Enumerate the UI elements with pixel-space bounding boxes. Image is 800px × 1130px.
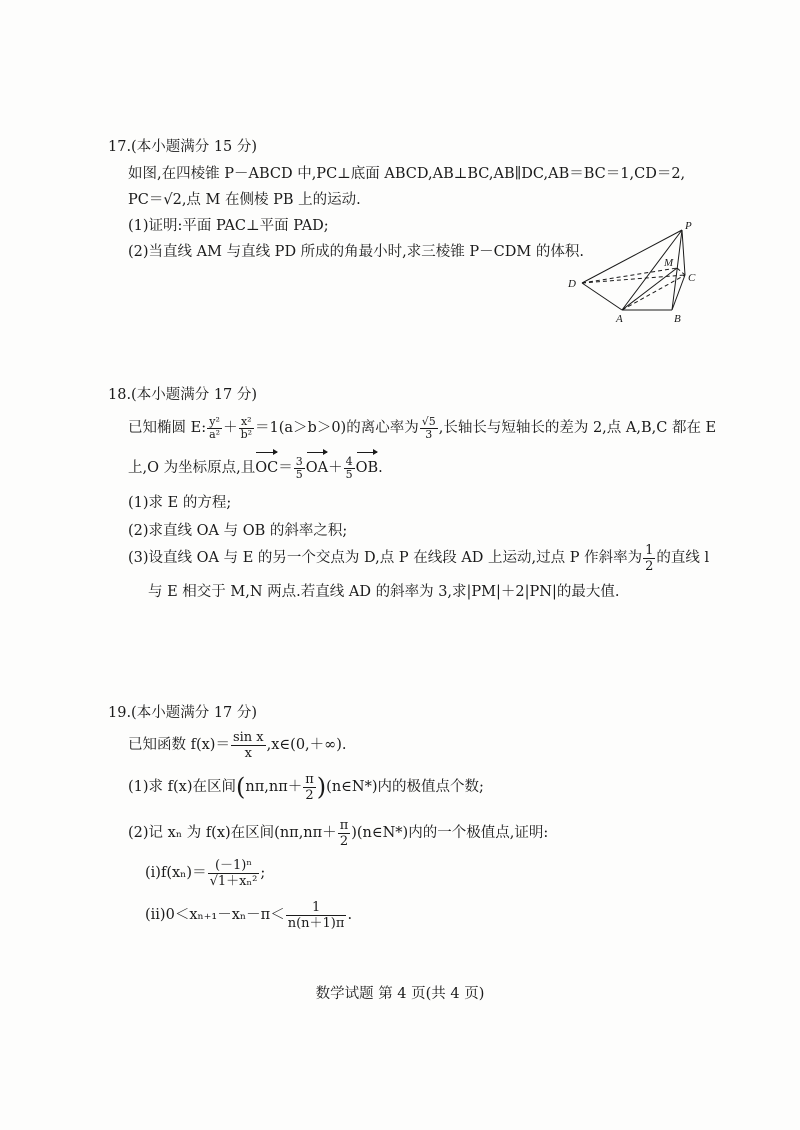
pyramid-figure — [530, 220, 710, 325]
coef-three-fifths: $\frac{3}{5}$ — [295, 454, 303, 481]
vector-oa: OA — [306, 451, 328, 485]
function-fraction: $\frac{\text{sin x}}{x}$ — [232, 729, 264, 761]
q19-stem: 已知函数 f(x)＝ $\frac{\text{sin x}}{x}$ ,x∈(0,＋∞). — [128, 729, 347, 761]
label-m: M — [664, 257, 674, 269]
sqrt-two: √2 — [163, 192, 182, 208]
sub-ii-fraction: $\frac{1}{n(n+1)\pi}$ — [287, 899, 345, 931]
q19-header: 19.(本小题满分 17 分) — [108, 705, 258, 721]
eccentricity-fraction: $\frac{√5}{3}$ — [421, 414, 436, 441]
q18-stem-line1: 已知椭圆 E: $\frac{\text{y²}}{\text{a²}}$ ＋ $\frac{\text{x²}}{\text{b²}}$ ＝1(a＞b＞0)的离心率为 $\frac{√5}{3}$ ,长轴长与短轴长的差为 2,点 A,B,C 都在 E — [128, 414, 717, 441]
label-p: P — [685, 220, 692, 232]
label-b: B — [674, 313, 681, 325]
ellipse-term-x: $\frac{\text{x²}}{\text{b²}}$ — [240, 414, 253, 441]
q17-part2: (2)当直线 AM 与直线 PD 所成的角最小时,求三棱锥 P－CDM 的体积. — [128, 244, 584, 260]
q17-header: 17.(本小题满分 15 分) — [108, 139, 258, 155]
slope-half: $\frac{1}{2}$ — [645, 542, 654, 574]
ellipse-term-y: $\frac{\text{y²}}{\text{a²}}$ — [209, 414, 221, 441]
vector-ob: OB — [356, 451, 379, 485]
q18-part3-line1: (3)设直线 OA 与 E 的另一个交点为 D,点 P 在线段 AD 上运动,过点 P 作斜率为 $\frac{1}{2}$ 的直线 l — [128, 542, 710, 574]
q17-part1: (1)证明:平面 PAC⊥平面 PAD; — [128, 218, 329, 234]
pi-half-1: $\frac{\pi}{2}$ — [305, 771, 314, 803]
sub-i-fraction: $\frac{\text{(－1)ⁿ}}{\text{√1＋xₙ²}}$ — [209, 857, 258, 889]
pi-half-2: $\frac{\pi}{2}$ — [339, 817, 349, 849]
q17-stem-line1: 如图,在四棱锥 P－ABCD 中,PC⊥底面 ABCD,AB⊥BC,AB∥DC,AB＝BC＝1,CD＝2, — [128, 166, 686, 182]
label-a: A — [616, 313, 623, 325]
q17-stem-line2: PC＝√2,点 M 在侧棱 PB 上的运动. — [128, 192, 361, 208]
q18-part3-line2: 与 E 相交于 M,N 两点.若直线 AD 的斜率为 3,求|PM|＋2|PN|的最大值. — [148, 584, 620, 600]
q19-sub-ii: (ⅱ)0＜xₙ₊₁－xₙ－π＜ $\frac{1}{n(n+1)\pi}$ . — [145, 899, 353, 931]
q18-stem-line2: 上,O 为坐标原点,且OC＝ $\frac{3}{5}$ OA＋ $\frac{4}{5}$ OB. — [128, 451, 383, 485]
q18-header: 18.(本小题满分 17 分) — [108, 387, 258, 403]
q19-sub-i: (ⅰ)f(xₙ)＝ $\frac{\text{(－1)ⁿ}}{\text{√1＋xₙ²}}$ ; — [145, 857, 266, 889]
vector-oc: OC — [255, 451, 278, 485]
label-c: C — [688, 272, 696, 284]
q18-part2: (2)求直线 OA 与 OB 的斜率之积; — [128, 523, 348, 539]
page-footer: 数学试题 第 4 页(共 4 页) — [315, 986, 485, 1002]
coef-four-fifths: $\frac{4}{5}$ — [345, 454, 353, 481]
q18-part1: (1)求 E 的方程; — [128, 495, 232, 511]
label-d: D — [568, 278, 576, 290]
q19-part1: (1)求 f(x)在区间(nπ,nπ＋ $\frac{\pi}{2}$ )(n∈N*)内的极值点个数; — [128, 771, 484, 803]
q19-part2: (2)记 xₙ 为 f(x)在区间(nπ,nπ＋ $\frac{\pi}{2}$ )(n∈N*)内的一个极值点,证明: — [128, 817, 549, 849]
